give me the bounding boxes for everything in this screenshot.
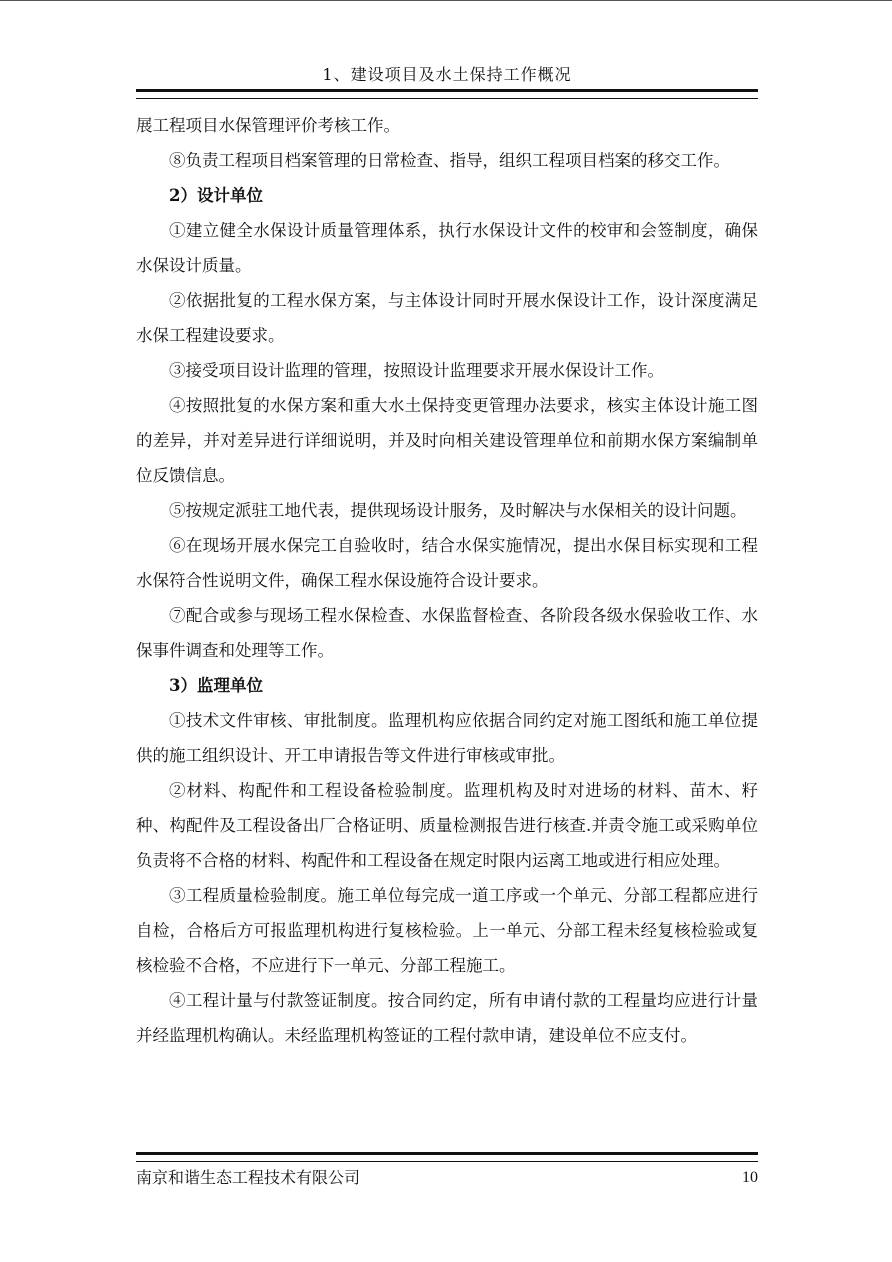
paragraph: ⑥在现场开展水保完工自验收时，结合水保实施情况，提出水保目标实现和工程水保符合性说明文件，确保工程水保设施符合设计要求。 <box>136 536 758 590</box>
page-footer <box>136 1152 758 1190</box>
paragraph: ②依据批复的工程水保方案，与主体设计同时开展水保设计工作，设计深度满足水保工程建设要求。 <box>136 291 758 345</box>
footer-company: 南京和谐生态工程技术有限公司 <box>136 1168 361 1187</box>
page-header <box>136 64 758 99</box>
document-body <box>136 108 758 1053</box>
paragraph: ⑤按规定派驻工地代表，提供现场设计服务，及时解决与水保相关的设计问题。 <box>169 501 747 520</box>
paragraph: ①技术文件审核、审批制度。监理机构应依据合同约定对施工图纸和施工单位提供的施工组织设计、开工申请报告等文件进行审核或审批。 <box>136 711 758 765</box>
paragraph: 2）设计单位 <box>169 186 263 205</box>
page-top-border <box>0 0 892 1</box>
paragraph: ⑧负责工程项目档案管理的日常检查、指导，组织工程项目档案的移交工作。 <box>169 151 730 170</box>
paragraph: ⑦配合或参与现场工程水保检查、水保监督检查、各阶段各级水保验收工作、水保事件调查和处理等工作。 <box>136 606 758 660</box>
paragraph: ②材料、构配件和工程设备检验制度。监理机构及时对进场的材料、苗木、籽种、构配件及工程设备出厂合格证明、质量检测报告进行核查.并责令施工或采购单位负责将不合格的材料、构配件和工程设备在规定时限内运离工地或进行相应处理。 <box>136 781 758 870</box>
paragraph: 展工程项目水保管理评价考核工作。 <box>136 116 400 135</box>
header-title: 1、建设项目及水土保持工作概况 <box>322 65 572 84</box>
paragraph: ③接受项目设计监理的管理，按照设计监理要求开展水保设计工作。 <box>169 361 664 380</box>
paragraph: 3）监理单位 <box>169 676 263 695</box>
paragraph: ④按照批复的水保方案和重大水土保持变更管理办法要求，核实主体设计施工图的差异，并对差异进行详细说明，并及时向相关建设管理单位和前期水保方案编制单位反馈信息。 <box>136 396 758 485</box>
paragraph: ③工程质量检验制度。施工单位每完成一道工序或一个单元、分部工程都应进行自检，合格后方可报监理机构进行复核检验。上一单元、分部工程未经复核检验或复核检验不合格，不应进行下一单元、分部工程施工。 <box>136 886 758 975</box>
paragraph: ①建立健全水保设计质量管理体系，执行水保设计文件的校审和会签制度，确保水保设计质量。 <box>136 221 758 275</box>
footer-rule <box>136 1152 758 1162</box>
page-number: 10 <box>742 1169 758 1186</box>
header-rule <box>136 89 758 99</box>
paragraph: ④工程计量与付款签证制度。按合同约定，所有申请付款的工程量均应进行计量并经监理机构确认。未经监理机构签证的工程付款申请，建设单位不应支付。 <box>136 991 758 1045</box>
